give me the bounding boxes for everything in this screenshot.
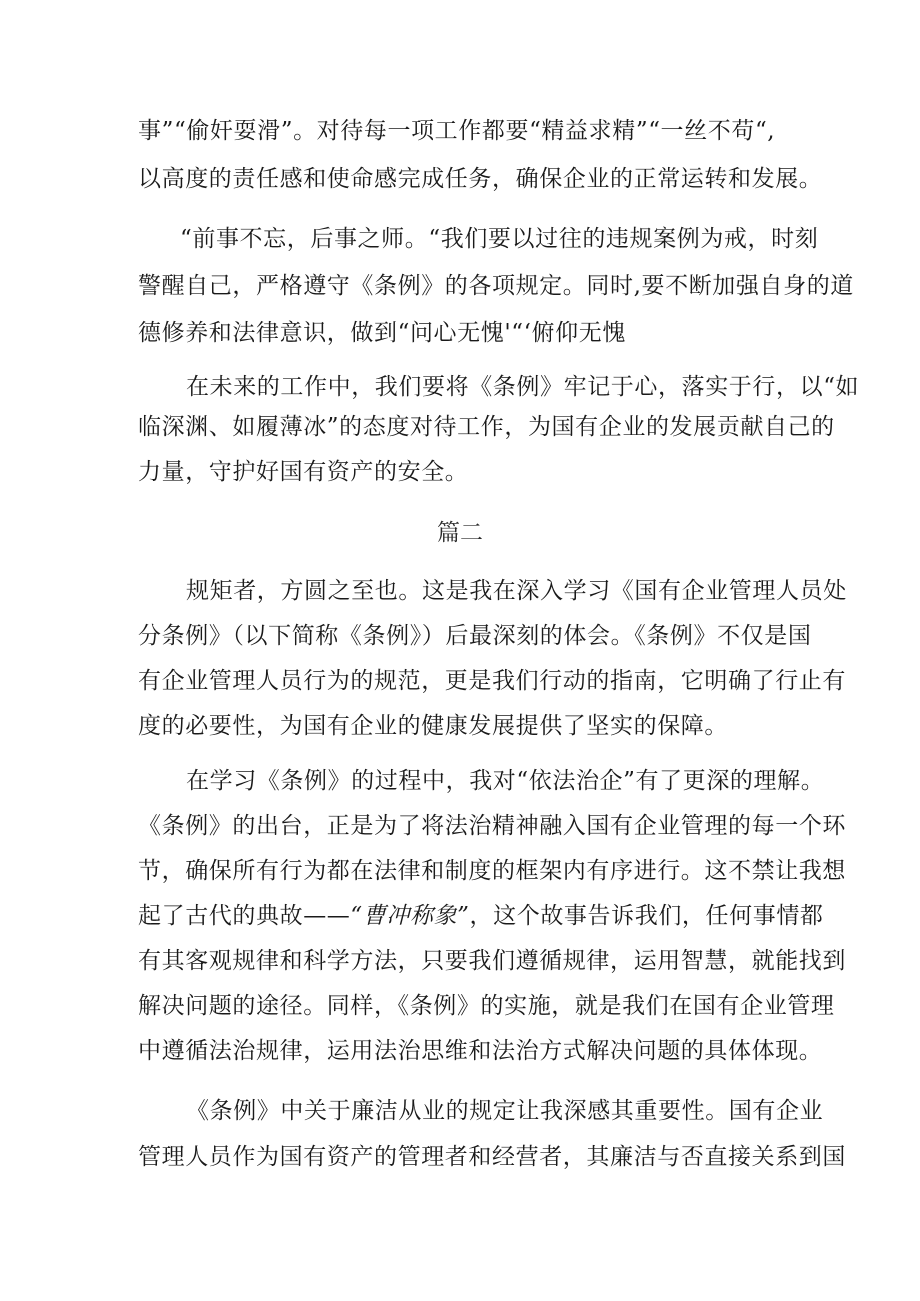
paragraph-line: 德修养和法律意识，做到“问心无愧'“‘俯仰无愧 xyxy=(138,320,626,346)
paragraph-line: 以高度的责任感和使命感完成任务，确保企业的正常运转和发展。 xyxy=(138,166,823,192)
paragraph-line: 《条例》的出台，正是为了将法治精神融入国有企业管理的每一个环 xyxy=(138,813,846,839)
paragraph-line: 临深渊、如履薄冰”的态度对待工作，为国有企业的发展贡献自己的 xyxy=(138,414,835,440)
paragraph-line: 有其客观规律和科学方法，只要我们遵循规律，运用智慧，就能找到 xyxy=(138,948,846,974)
paragraph-line: 规矩者，方圆之至也。这是我在深入学习《国有企业管理人员处 xyxy=(186,578,847,604)
paragraph-line: 事”“偷奸耍滑”。对待每一项工作都要“精益求精”“一丝不苟“, xyxy=(138,118,776,144)
paragraph-line: 在未来的工作中，我们要将《条例》牢记于心，落实于行，以“如 xyxy=(186,374,860,400)
paragraph-line: 在学习《条例》的过程中，我对“依法治企”有了更深的理解。 xyxy=(186,768,825,794)
text-segment: 起了古代的典故—— xyxy=(138,903,351,929)
italic-allusion: “曹冲称象” xyxy=(350,903,470,929)
paragraph-line: 力量，守护好国有资产的安全。 xyxy=(138,459,469,485)
text-segment: ，这个故事告诉我们，任何事情都 xyxy=(469,903,824,929)
paragraph-line: 《条例》中关于廉洁从业的规定让我深感其重要性。国有企业 xyxy=(186,1098,824,1124)
paragraph-line: 度的必要性，为国有企业的健康发展提供了坚实的保障。 xyxy=(138,713,728,739)
paragraph-line: 有企业管理人员行为的规范，更是我们行动的指南，它明确了行止有 xyxy=(138,668,846,694)
paragraph-line: 中遵循法治规律，运用法治思维和法治方式解决问题的具体体现。 xyxy=(138,1038,823,1064)
paragraph-line: 解决问题的途径。同样，《条例》的实施，就是我们在国有企业管理 xyxy=(138,993,835,1019)
paragraph-line: 警醒自己，严格遵守《条例》的各项规定。同时,要不断加强自身的道 xyxy=(138,273,854,299)
paragraph-line: 管理人员作为国有资产的管理者和经营者，其廉洁与否直接关系到国 xyxy=(138,1144,846,1170)
paragraph-line: “前事不忘，后事之师。“我们要以过往的违规案例为戒，时刻 xyxy=(180,226,819,252)
paragraph-line: 节，确保所有行为都在法律和制度的框架内有序进行。这不禁让我想 xyxy=(138,858,846,884)
paragraph-line: 分条例》（以下简称《条例》）后最深刻的体会。《条例》不仅是国 xyxy=(138,623,812,649)
section-heading: 篇二 xyxy=(437,520,483,546)
paragraph-line xyxy=(138,903,824,929)
